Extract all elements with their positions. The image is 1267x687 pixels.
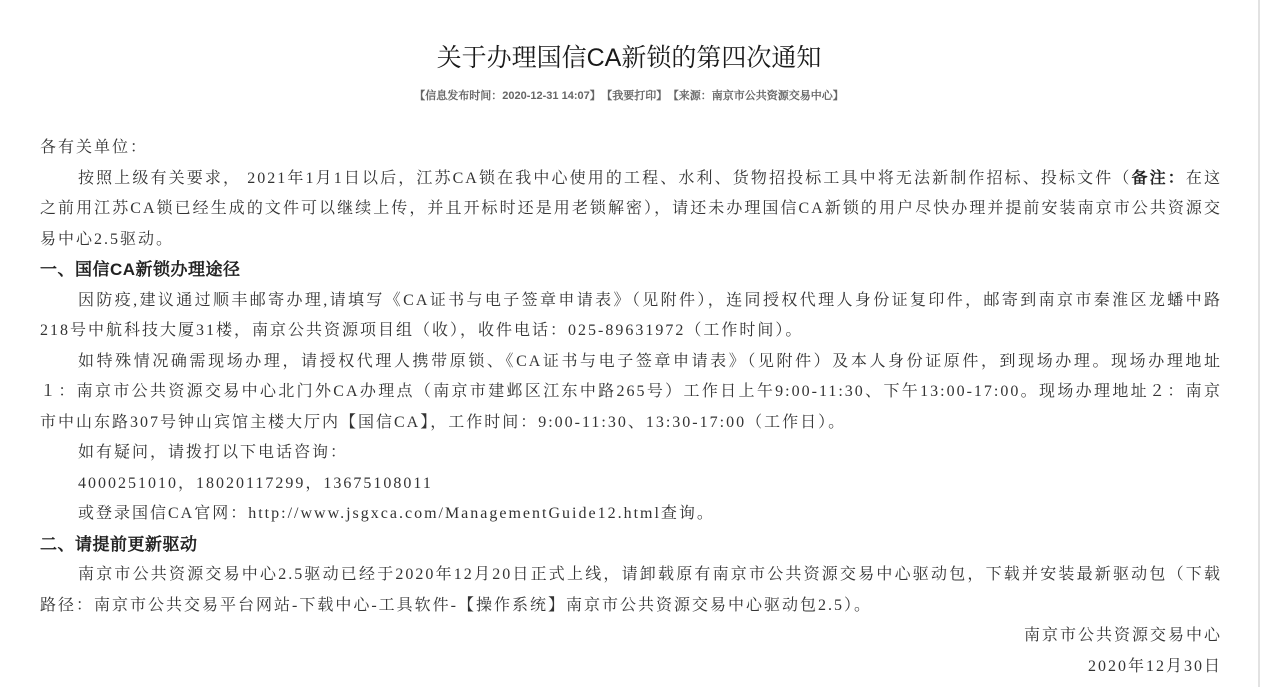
- section-1-phone-numbers: 4000251010，18020117299，13675108011: [78, 474, 433, 492]
- salutation: 各有关单位：: [40, 139, 149, 156]
- print-link[interactable]: 【我要打印】: [606, 90, 668, 102]
- signature-date: 2020年12月30日: [1087, 657, 1222, 675]
- page-edge-divider: [1258, 0, 1260, 687]
- section-1-website-line: [40, 499, 1222, 530]
- notice-meta: [0, 86, 1258, 106]
- source-label: 【来源：南京市公共资源交易中心】: [673, 90, 844, 102]
- page-title: 关于办理国信CA新锁的第四次通知: [436, 44, 822, 72]
- note-label: 备注：: [1131, 169, 1186, 187]
- section-1-paragraph-onsite: 如特殊情况确需现场办理，请授权代理人携带原锁、《CA证书与电子签章申请表》（见附件）及本人身份证原件，到现场办理。现场办理地址１：南京市公共资源交易中心北门外CA办理点（南京市建邺区江东中路265号）工作日上午9:00-11:30、下午13:00-17:00。现场办理地址２：南京市中山东路307号钟山宾馆主楼大厅内【国信CA】，工作时间：9:00-11:30、13:30-17:00（工作日）。: [40, 352, 1222, 431]
- section-heading-1: 一、国信CA新锁办理途径: [40, 260, 241, 279]
- intro-text-continued: 在这之前用江苏CA锁已经生成的文件可以继续上传，并且开标时还是用老锁解密），请还未办理国信CA新锁的用户尽快办理并提前安装南京市公共资源交易中心2.5驱动。: [40, 169, 1222, 248]
- signature-organization: 南京市公共资源交易中心: [1023, 627, 1222, 644]
- intro-text: 按照上级有关要求， 2021年1月1日以后，江苏CA锁在我中心使用的工程、水利、货物招投标工具中将无法新制作招标、投标文件（: [78, 169, 1132, 187]
- section-2-paragraph-driver: 南京市公共资源交易中心2.5驱动已经于2020年12月20日正式上线，请卸载原有南京市公共资源交易中心驱动包，下载并安装最新驱动包（下载路径：南京市公共交易平台网站-下载中心-工具软件-【操作系统】南京市公共资源交易中心驱动包2.5）。: [40, 566, 1222, 614]
- website-url: http://www.jsgxca.com/ManagementGuide12.html: [248, 505, 661, 522]
- section-1-paragraph-inquiry: 如有疑问，请拨打以下电话咨询：: [78, 444, 349, 461]
- website-suffix: 查询。: [660, 505, 715, 522]
- notice-body: [40, 133, 1222, 682]
- publish-time: 【信息发布时间：2020-12-31 14:07】: [414, 90, 601, 102]
- website-label: 或登录国信CA官网：: [78, 505, 249, 522]
- section-1-paragraph-mail: 因防疫,建议通过顺丰邮寄办理,请填写《CA证书与电子签章申请表》（见附件），连同授权代理人身份证复印件，邮寄到南京市秦淮区龙蟠中路218号中航科技大厦31楼，南京公共资源项目组（收），收件电话：025-89631972（工作时间）。: [40, 291, 1222, 339]
- intro-paragraph: [40, 164, 1222, 256]
- section-heading-2: 二、请提前更新驱动: [40, 534, 198, 554]
